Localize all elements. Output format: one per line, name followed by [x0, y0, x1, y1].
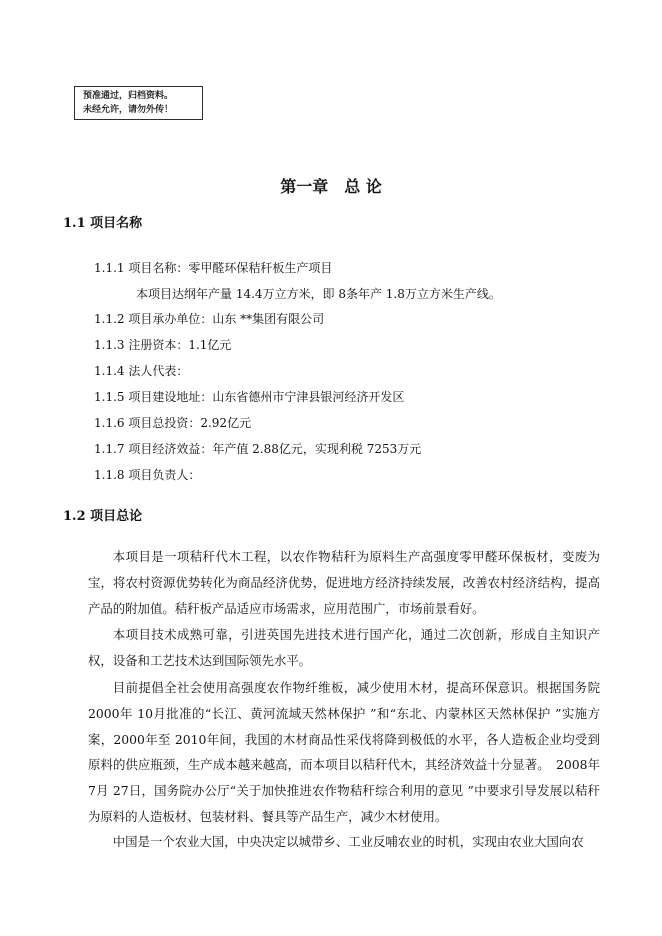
- item-capacity: 本项目达纲年产量 14.4万立方米，即 8条年产 1.8万立方米生产线。: [136, 287, 501, 301]
- paragraph-2: 本项目技术成熟可靠，引进英国先进技术进行国产化，通过二次创新，形成自主知识产权，设备和工艺技术达到国际领先水平。: [88, 627, 600, 668]
- item-registered-capital: 1.1.3 注册资本：1.1亿元: [94, 338, 232, 352]
- item-sponsor: 1.1.2 项目承办单位：山东 **集团有限公司: [94, 312, 325, 326]
- paragraph-3: 目前提倡全社会使用高强度农作物纤维板，减少使用木材，提高环保意识。根据国务院 2000年 10月批准的“长江、黄河流域天然林保护 ”和“东北、内蒙林区天然林保护 ”实施方案，2000年至 2010年间，我国的木材商品性采伐将降到极低的水平，各人造板企业均受到原料的供应瓶颈，生产成本越来越高，而本项目以秸秆代木，其经济效益十分显著。 2008年 7月 27日，国务院办公厅“关于加快推进农作物秸秆综合利用的意见 ”中要求引导发展以秸秆为原料的人造板材、包装材料、餐具等产品生产，减少木材使用。: [88, 680, 600, 824]
- item-benefit: 1.1.7 项目经济效益：年产值 2.88亿元，实现利税 7253万元: [94, 442, 422, 456]
- item-address: 1.1.5 项目建设地址：山东省德州市宁津县银河经济开发区: [94, 390, 405, 404]
- item-legal-rep: 1.1.4 法人代表：: [94, 364, 189, 378]
- section-heading-1-2: 1.2 项目总论: [63, 509, 143, 524]
- notice-line-1: 预准通过，归档资料。: [83, 91, 174, 101]
- confidential-notice-box: [74, 86, 203, 120]
- item-investment: 1.1.6 项目总投资：2.92亿元: [94, 416, 252, 430]
- item-project-name: 1.1.1 项目名称：零甲醛环保秸秆板生产项目: [94, 261, 333, 275]
- section-heading-1-1: 1.1 项目名称: [63, 216, 143, 231]
- paragraph-1: 本项目是一项秸秆代木工程，以农作物秸秆为原料生产高强度零甲醛环保板材，变废为宝，将农村资源优势转化为商品经济优势，促进地方经济持续发展，改善农村经济结构，提高产品的附加值。秸秆板产品适应市场需求，应用范围广，市场前景看好。: [88, 549, 600, 616]
- notice-line-2: 未经允许，请勿外传！: [83, 105, 174, 115]
- item-manager: 1.1.8 项目负责人：: [94, 468, 201, 482]
- paragraph-4: 中国是一个农业大国，中央决定以城带乡、工业反哺农业的时机，实现由农业大国向农: [112, 834, 584, 849]
- chapter-title: 第一章 总 论: [280, 177, 382, 196]
